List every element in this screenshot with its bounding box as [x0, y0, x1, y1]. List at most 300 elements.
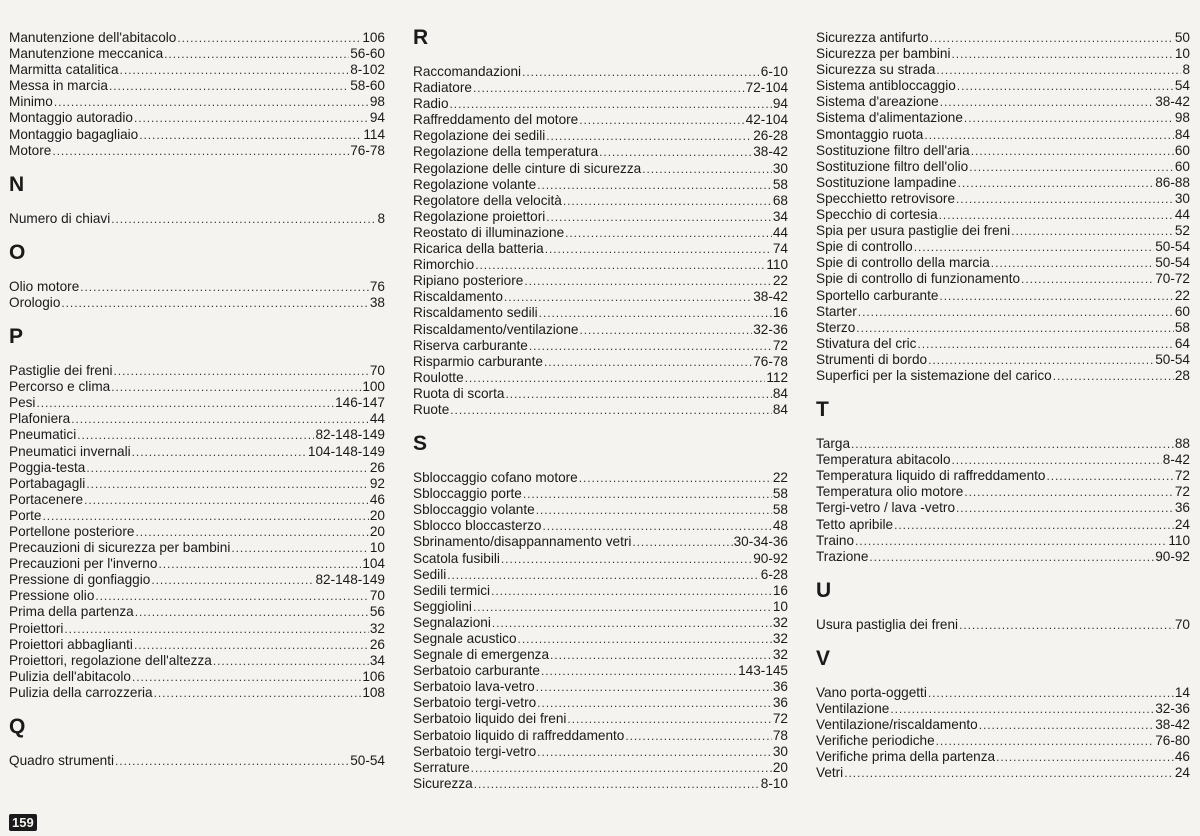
dot-leader — [550, 647, 772, 663]
index-entry-term: Spia per usura pastiglie dei freni — [816, 223, 1011, 239]
index-entry-page: 30 — [772, 160, 788, 176]
index-entry-term: Sblocco bloccasterzo — [413, 518, 542, 534]
index-entry-page: 104 — [362, 556, 385, 572]
index-entry-term: Riserva carburante — [413, 337, 528, 353]
index-entry-page: 110 — [1168, 532, 1190, 548]
index-entry — [413, 209, 788, 225]
dot-leader — [111, 211, 376, 227]
dot-leader — [43, 508, 369, 524]
index-entry-term: Sbloccaggio volante — [413, 502, 535, 518]
index-entry-term: Serbatoio liquido dei freni — [413, 711, 567, 727]
index-entry-page: 88 — [1174, 436, 1190, 452]
index-entry-page: 72-104 — [745, 80, 788, 96]
index-entry — [816, 701, 1190, 717]
dot-leader — [529, 338, 772, 354]
index-entry-term: Segnale acustico — [413, 631, 517, 646]
index-entry-term: Sicurezza antifurto — [816, 30, 929, 45]
dot-leader — [642, 161, 772, 177]
index-entry — [413, 631, 788, 647]
index-entry-term: Serbatoio lava-vetro — [413, 679, 535, 695]
index-entry-page: 38-42 — [753, 289, 788, 305]
index-entry-term: Quadro strumenti — [9, 753, 115, 768]
index-entry-page: 92 — [369, 475, 385, 491]
index-entry — [413, 470, 788, 486]
index-entry-page: 100 — [362, 379, 385, 395]
index-letter-heading: P — [9, 325, 24, 349]
index-entry — [816, 733, 1190, 749]
index-entry — [413, 338, 788, 354]
dot-leader — [177, 30, 361, 46]
dot-leader — [505, 386, 771, 402]
index-entry-page: 8-102 — [350, 62, 385, 78]
index-entry-page: 58 — [772, 176, 788, 192]
index-letter-heading: T — [816, 398, 829, 422]
dot-leader — [844, 765, 1174, 781]
index-entry — [413, 128, 788, 144]
index-entry-page: 38 — [369, 294, 385, 310]
dot-leader — [964, 484, 1174, 500]
index-entry — [413, 647, 788, 663]
index-entry-term: Spie di controllo della marcia — [816, 255, 990, 271]
dot-leader — [522, 64, 760, 80]
dot-leader — [991, 255, 1154, 271]
index-entry-term: Temperatura olio motore — [816, 484, 964, 500]
dot-leader — [164, 46, 349, 62]
index-letter-heading: V — [816, 646, 831, 670]
index-entry-term: Temperatura liquido di raffreddamento — [816, 468, 1046, 484]
index-entry-page: 32 — [772, 614, 788, 630]
index-entry — [413, 679, 788, 695]
dot-leader — [84, 492, 369, 508]
dot-leader — [450, 402, 772, 418]
dot-leader — [632, 534, 732, 550]
index-letter-heading: S — [413, 432, 428, 456]
dot-leader — [958, 175, 1155, 191]
index-entry — [9, 46, 385, 62]
index-entry-page: 44 — [772, 224, 788, 240]
index-entry — [413, 322, 788, 338]
index-entry — [816, 500, 1190, 516]
index-entry-term: Stivatura del cric — [816, 335, 917, 351]
index-entry — [9, 753, 385, 769]
index-entry — [9, 621, 385, 637]
index-entry-term: Pneumatici invernali — [9, 443, 131, 459]
index-entry — [9, 94, 385, 110]
index-entry-term: Regolazione proiettori — [413, 208, 546, 224]
index-entry — [9, 508, 385, 524]
index-entry — [413, 96, 788, 112]
index-entry-page: 38-42 — [1155, 717, 1190, 733]
index-entry-term: Regolazione dei sedili — [413, 128, 546, 144]
index-entry-term: Riscaldamento sedili — [413, 305, 538, 321]
index-entry — [9, 653, 385, 669]
index-entry — [413, 615, 788, 631]
dot-leader — [518, 631, 772, 647]
index-entry — [413, 257, 788, 273]
index-entry-page: 30-34-36 — [733, 534, 788, 550]
index-entry-page: 58-60 — [350, 78, 385, 94]
index-entry-term: Serbatoio liquido di raffreddamento — [413, 727, 625, 743]
index-entry-page: 84 — [1174, 126, 1190, 142]
index-entry — [413, 534, 788, 550]
dot-leader — [135, 604, 369, 620]
index-column-1 — [9, 30, 385, 769]
index-entry-page: 60 — [1174, 142, 1190, 158]
index-entry — [413, 305, 788, 321]
dot-leader — [959, 617, 1174, 633]
index-entry — [9, 78, 385, 94]
index-entry-page: 94 — [772, 96, 788, 112]
index-entry-page: 52 — [1174, 223, 1190, 239]
index-entry — [413, 567, 788, 583]
index-entry-page: 70 — [1174, 616, 1190, 632]
dot-leader — [542, 518, 771, 534]
index-entry-page: 16 — [772, 305, 788, 321]
index-column-3 — [816, 30, 1190, 781]
index-entry-term: Verifiche prima della partenza — [816, 749, 996, 765]
index-entry-page: 146-147 — [335, 395, 385, 411]
dot-leader — [545, 241, 772, 257]
index-entry-page: 90-92 — [753, 550, 788, 566]
index-entry — [413, 112, 788, 128]
index-entry — [9, 492, 385, 508]
index-entry — [9, 524, 385, 540]
dot-leader — [491, 583, 772, 599]
index-entry — [413, 241, 788, 257]
index-entry — [9, 211, 385, 227]
dot-leader — [924, 127, 1174, 143]
index-entry-page: 50-54 — [1155, 255, 1190, 271]
dot-leader — [971, 143, 1174, 159]
index-entry — [9, 62, 385, 78]
dot-leader — [956, 191, 1174, 207]
index-entry — [816, 288, 1190, 304]
index-entry-term: Riscaldamento/ventilazione — [413, 321, 579, 337]
index-entry — [413, 551, 788, 567]
index-entry-page: 60 — [1174, 303, 1190, 319]
dot-leader — [858, 304, 1174, 320]
index-entry-term: Specchio di cortesia — [816, 207, 938, 223]
index-entry-page: 78 — [772, 727, 788, 743]
index-entry-page: 68 — [772, 192, 788, 208]
index-entry-term: Reostato di illuminazione — [413, 224, 565, 240]
index-entry — [816, 207, 1190, 223]
index-entry-term: Pressione olio — [9, 588, 95, 604]
index-entry — [413, 144, 788, 160]
index-letter-heading: Q — [9, 715, 26, 738]
index-entry-page: 26-28 — [753, 128, 788, 144]
index-entry-page: 22 — [1174, 287, 1190, 303]
index-entry-term: Spie di controllo di funzionamento — [816, 271, 1021, 287]
dot-leader — [1011, 223, 1174, 239]
dot-leader — [952, 46, 1174, 62]
dot-leader — [539, 305, 772, 321]
dot-leader — [930, 30, 1174, 46]
index-entry-page: 143-145 — [738, 663, 788, 679]
dot-leader — [465, 370, 766, 386]
index-column-2 — [413, 26, 788, 792]
index-entry-term: Verifiche periodiche — [816, 733, 935, 749]
dot-leader — [501, 551, 752, 567]
index-entry — [9, 379, 385, 395]
index-entry — [9, 637, 385, 653]
index-entry — [9, 604, 385, 620]
index-entry — [413, 760, 788, 776]
dot-leader — [134, 110, 369, 126]
dot-leader — [231, 540, 368, 556]
index-entry-term: Regolatore della velocità — [413, 192, 562, 208]
index-entry-page: 90-92 — [1155, 548, 1190, 564]
index-entry — [413, 599, 788, 615]
index-entry — [816, 549, 1190, 565]
index-entry-page: 70-72 — [1155, 271, 1190, 287]
dot-leader — [474, 776, 760, 792]
index-entry-term: Plafoniera — [9, 411, 71, 427]
index-entry-term: Ventilazione — [816, 701, 890, 716]
index-entry — [9, 669, 385, 685]
index-entry-term: Sedili — [413, 566, 447, 582]
index-entry-page: 58 — [772, 502, 788, 518]
index-entry-page: 104-148-149 — [307, 443, 385, 459]
index-entry-page: 28 — [1174, 367, 1190, 383]
dot-leader — [979, 717, 1155, 733]
index-entry-term: Poggia-testa — [9, 459, 86, 475]
index-entry — [9, 588, 385, 604]
dot-leader — [86, 460, 369, 476]
index-entry-term: Serrature — [413, 759, 470, 775]
index-entry-term: Trazione — [816, 548, 869, 564]
index-entry-term: Regolazione volante — [413, 176, 537, 192]
index-entry-term: Sistema antibloccaggio — [816, 78, 956, 94]
index-entry-page: 76 — [369, 278, 385, 294]
index-entry-term: Proiettori abbaglianti — [9, 636, 133, 652]
index-entry-term: Ricarica della batteria — [413, 241, 544, 257]
dot-leader — [914, 239, 1154, 255]
index-entry-page: 36 — [772, 679, 788, 695]
dot-leader — [1053, 368, 1174, 384]
index-entry — [816, 468, 1190, 484]
index-entry — [413, 177, 788, 193]
index-entry-page: 20 — [369, 523, 385, 539]
index-entry-page: 44 — [369, 411, 385, 427]
index-entry-term: Radiatore — [413, 80, 472, 96]
index-entry-page: 20 — [772, 759, 788, 775]
index-entry — [413, 583, 788, 599]
dot-leader — [447, 567, 760, 583]
index-letter-heading: U — [816, 578, 832, 602]
index-entry-page: 108 — [362, 684, 385, 700]
index-entry-page: 32 — [772, 647, 788, 663]
dot-leader — [894, 517, 1174, 533]
dot-leader — [473, 80, 745, 96]
dot-leader — [537, 695, 772, 711]
index-entry — [816, 46, 1190, 62]
index-entry — [816, 159, 1190, 175]
index-entry — [816, 271, 1190, 287]
dot-leader — [936, 733, 1155, 749]
index-entry-page: 36 — [1174, 500, 1190, 516]
dot-leader — [936, 62, 1181, 78]
index-entry-term: Radio — [413, 96, 449, 112]
dot-leader — [111, 379, 361, 395]
index-entry-page: 8 — [1182, 62, 1190, 78]
dot-leader — [957, 78, 1174, 94]
index-entry — [9, 127, 385, 143]
index-entry-term: Regolazione delle cinture di sicurezza — [413, 160, 642, 176]
dot-leader — [939, 288, 1173, 304]
index-entry-page: 70 — [369, 363, 385, 379]
index-entry-term: Orologio — [9, 294, 61, 310]
dot-leader — [132, 669, 361, 685]
dot-leader — [952, 452, 1162, 468]
index-entry-term: Sterzo — [816, 319, 856, 335]
index-entry — [816, 62, 1190, 78]
index-entry-term: Raccomandazioni — [413, 64, 522, 79]
index-entry-term: Manutenzione dell'abitacolo — [9, 30, 177, 45]
index-entry-page: 72 — [772, 711, 788, 727]
dot-leader — [536, 502, 772, 518]
index-entry — [816, 517, 1190, 533]
index-entry-term: Vano porta-oggetti — [816, 684, 927, 700]
dot-leader — [80, 279, 369, 295]
index-entry — [413, 486, 788, 502]
index-entry-term: Montaggio bagagliaio — [9, 126, 139, 142]
index-entry-term: Pastiglie dei freni — [9, 363, 113, 379]
index-entry — [9, 556, 385, 572]
dot-leader — [544, 354, 752, 370]
index-entry-term: Pesi — [9, 395, 36, 411]
dot-leader — [855, 533, 1167, 549]
index-entry — [9, 411, 385, 427]
dot-leader — [523, 486, 772, 502]
index-entry-term: Percorso e clima — [9, 379, 111, 395]
dot-leader — [471, 760, 772, 776]
index-entry-term: Ripiano posteriore — [413, 273, 524, 289]
dot-leader — [928, 352, 1154, 368]
index-entry-term: Montaggio autoradio — [9, 110, 133, 126]
index-entry-page: 10 — [772, 598, 788, 614]
index-entry-page: 110 — [766, 257, 788, 273]
dot-leader — [154, 685, 362, 701]
index-entry-term: Proiettori — [9, 620, 64, 636]
dot-leader — [492, 615, 772, 631]
index-entry-term: Portabagagli — [9, 475, 86, 491]
index-entry-term: Segnalazioni — [413, 614, 491, 630]
index-entry-page: 70 — [369, 588, 385, 604]
index-entry-page: 24 — [1174, 765, 1190, 781]
index-entry — [413, 370, 788, 386]
dot-leader — [61, 295, 368, 311]
dot-leader — [546, 209, 772, 225]
dot-leader — [851, 436, 1174, 452]
index-entry-term: Pneumatici — [9, 427, 77, 443]
index-entry-term: Marmitta catalitica — [9, 62, 119, 78]
dot-leader — [563, 193, 772, 209]
dot-leader — [134, 637, 369, 653]
index-entry-page: 26 — [369, 459, 385, 475]
dot-leader — [71, 411, 369, 427]
index-entry-term: Riscaldamento — [413, 289, 503, 305]
dot-leader — [537, 744, 772, 760]
index-entry-term: Sbrinamento/disappannamento vetri — [413, 534, 632, 550]
index-entry — [816, 78, 1190, 94]
index-entry-page: 20 — [369, 507, 385, 523]
index-entry-page: 30 — [772, 743, 788, 759]
index-entry-page: 22 — [772, 470, 788, 486]
index-entry-term: Traino — [816, 532, 855, 548]
index-entry-page: 8-10 — [760, 775, 788, 791]
dot-leader — [120, 62, 350, 78]
index-entry-term: Strumenti di bordo — [816, 351, 928, 367]
index-entry — [816, 717, 1190, 733]
index-entry-term: Sostituzione lampadine — [816, 174, 957, 190]
index-entry — [9, 444, 385, 460]
index-entry — [816, 191, 1190, 207]
index-entry-term: Rimorchio — [413, 257, 475, 273]
index-entry-term: Sicurezza per bambini — [816, 46, 951, 62]
index-entry — [413, 695, 788, 711]
index-entry-page: 58 — [1174, 319, 1190, 335]
index-entry — [816, 749, 1190, 765]
dot-leader — [579, 322, 752, 338]
index-entry-term: Targa — [816, 436, 851, 452]
index-entry-page: 24 — [1174, 516, 1190, 532]
index-entry — [816, 336, 1190, 352]
index-letter-heading: N — [9, 172, 25, 196]
index-entry-term: Raffreddamento del motore — [413, 112, 579, 128]
index-entry — [413, 776, 788, 792]
index-entry-page: 74 — [772, 241, 788, 257]
index-entry — [9, 363, 385, 379]
index-entry-term: Motore — [9, 142, 52, 158]
index-entry — [816, 127, 1190, 143]
index-entry — [413, 502, 788, 518]
index-entry-page: 76-78 — [350, 142, 385, 158]
index-entry-page: 82-148-149 — [315, 427, 385, 443]
index-entry-term: Portellone posteriore — [9, 523, 135, 539]
dot-leader — [939, 207, 1174, 223]
index-entry-term: Sportello carburante — [816, 287, 939, 303]
index-entry-term: Pulizia dell'abitacolo — [9, 668, 131, 684]
index-entry-page: 72 — [772, 337, 788, 353]
index-entry — [413, 518, 788, 534]
index-entry — [816, 484, 1190, 500]
index-entry — [9, 476, 385, 492]
index-entry-term: Manutenzione meccanica — [9, 46, 164, 62]
dot-leader — [524, 273, 772, 289]
index-entry — [413, 193, 788, 209]
dot-leader — [52, 143, 349, 159]
dot-leader — [956, 500, 1174, 516]
index-entry — [413, 744, 788, 760]
index-entry — [816, 765, 1190, 781]
index-entry-term: Sostituzione filtro dell'aria — [816, 142, 970, 158]
index-entry-term: Serbatoio tergi-vetro — [413, 695, 537, 711]
index-entry — [413, 386, 788, 402]
index-entry-term: Temperatura abitacolo — [816, 452, 951, 468]
dot-leader — [869, 549, 1154, 565]
index-entry-term: Serbatoio tergi-vetro — [413, 743, 537, 759]
index-entry — [816, 617, 1190, 633]
dot-leader — [567, 711, 771, 727]
index-entry-page: 98 — [1174, 110, 1190, 126]
index-entry-page: 36 — [772, 695, 788, 711]
index-entry-term: Specchietto retrovisore — [816, 190, 956, 206]
index-entry — [9, 460, 385, 476]
dot-leader — [135, 524, 368, 540]
index-entry — [816, 239, 1190, 255]
index-entry-page: 22 — [772, 273, 788, 289]
